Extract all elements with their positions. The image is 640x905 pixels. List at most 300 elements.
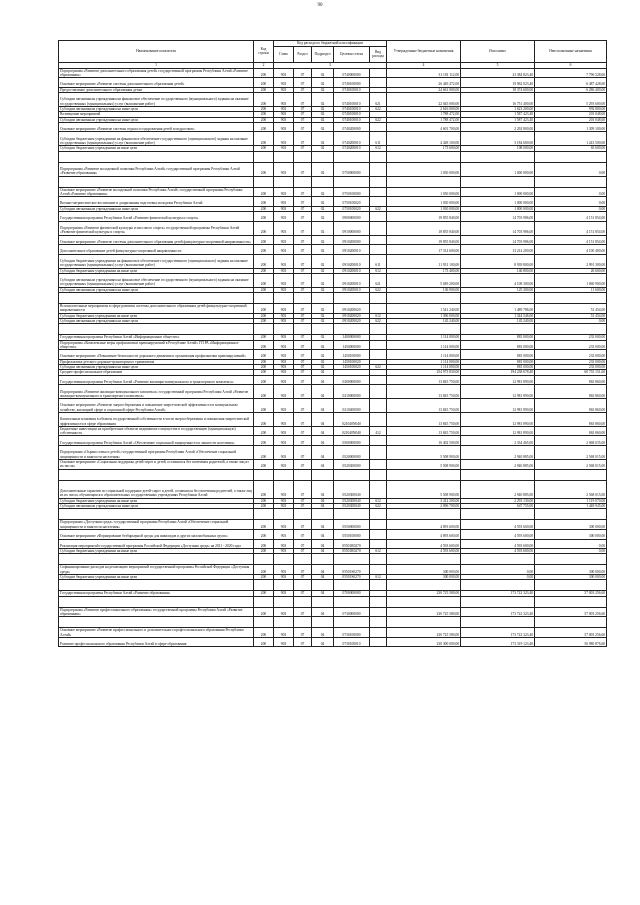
- cell-glava: 903: [274, 340, 294, 350]
- cell-row-code: 200: [254, 287, 274, 292]
- table-row: [59, 413, 607, 427]
- cell-row-code: 200: [254, 504, 274, 509]
- cell-executed: 173 319 123,40: [461, 637, 535, 647]
- cell-vid: [370, 469, 387, 480]
- cell-name: [59, 151, 254, 162]
- cell-name: Основное мероприятие «Социальная поддержка детей-сирот и детей, оставшихся без попечения родителей, а также лиц из их числа»: [59, 459, 254, 469]
- cell-name: Субсидии автономным учреждениям на иные цели: [59, 206, 254, 211]
- table-row: [59, 628, 607, 638]
- cell-podrazdel: 04: [312, 637, 334, 647]
- cell-razdel: 07: [294, 504, 312, 509]
- cell-approved: [387, 509, 461, 520]
- cell-razdel: 07: [294, 446, 312, 460]
- cell-unexecuted: 1 243 500,00: [535, 132, 607, 146]
- cell-name: Дополнительное образование детей физкультурно-спортивной направленности: [59, 245, 254, 255]
- cell-podrazdel: 02: [312, 187, 334, 197]
- cell-podrazdel: 02: [312, 162, 334, 176]
- cell-razdel: 07: [294, 273, 312, 287]
- table-row: [59, 565, 607, 575]
- cell-razdel: 07: [294, 436, 312, 446]
- cell-unexecuted: [535, 580, 607, 591]
- cell-row-code: 200: [254, 273, 274, 287]
- cell-razdel: 07: [294, 132, 312, 146]
- cell-approved: [387, 554, 461, 565]
- cell-podrazdel: [312, 293, 334, 304]
- cell-row-code: 200: [254, 549, 274, 554]
- cell-unexecuted: [535, 176, 607, 187]
- cell-glava: [274, 617, 294, 628]
- cell-unexecuted: [535, 151, 607, 162]
- cell-glava: 903: [274, 529, 294, 539]
- cell-razdel: [294, 176, 312, 187]
- cell-razdel: 07: [294, 565, 312, 575]
- cell-glava: 903: [274, 399, 294, 413]
- cell-executed: [461, 293, 535, 304]
- cell-glava: 903: [274, 268, 294, 273]
- cell-razdel: 07: [294, 313, 312, 318]
- cell-name: [59, 293, 254, 304]
- cell-vid: [370, 324, 387, 335]
- cell-unexecuted: [535, 509, 607, 520]
- cell-name: Субсидии автономным учреждениям на иные цели: [59, 117, 254, 122]
- cell-razdel: [294, 509, 312, 520]
- cell-podrazdel: 02: [312, 221, 334, 235]
- cell-name: Государственная программа Республики Алтай «Обеспечение социальной защищенности и занятости населения»: [59, 436, 254, 446]
- cell-approved: 4 893 600,00: [387, 529, 461, 539]
- cell-unexecuted: 863 860,00: [535, 413, 607, 427]
- table-row: [59, 520, 607, 530]
- cell-unexecuted: [535, 554, 607, 565]
- cell-executed: 1 489 786,00: [461, 304, 535, 314]
- cell-unexecuted: 201 048,60: [535, 117, 607, 122]
- cell-vid: [370, 413, 387, 427]
- cell-podrazdel: 02: [312, 335, 334, 340]
- cell-podrazdel: [312, 176, 334, 187]
- cell-unexecuted: 2 568 015,00: [535, 459, 607, 469]
- cell-name: [59, 469, 254, 480]
- cell-approved: 2 096 700,00: [387, 504, 461, 509]
- cell-vid: [370, 628, 387, 638]
- table-row: [59, 554, 607, 565]
- cell-razdel: [294, 596, 312, 607]
- cell-razdel: 07: [294, 498, 312, 503]
- cell-row-code: [254, 151, 274, 162]
- cell-executed: [461, 151, 535, 162]
- cell-glava: 903: [274, 117, 294, 122]
- cell-glava: 903: [274, 87, 294, 92]
- cell-executed: [461, 509, 535, 520]
- cell-executed: [461, 176, 535, 187]
- cell-name: [59, 554, 254, 565]
- cell-unexecuted: 51 454,00: [535, 313, 607, 318]
- cell-podrazdel: 02: [312, 365, 334, 370]
- cell-approved: 13 845 750,00: [387, 375, 461, 385]
- cell-unexecuted: [535, 596, 607, 607]
- cell-target: 0520300040: [334, 480, 370, 498]
- header-razdel: Раздел: [294, 46, 312, 62]
- cell-target: 0750000000: [334, 162, 370, 176]
- cell-target: 05501S0270: [334, 575, 370, 580]
- cell-name: [59, 324, 254, 335]
- cell-row-code: 200: [254, 106, 274, 111]
- budget-execution-table: [58, 40, 607, 647]
- cell-executed: 881 000,00: [461, 335, 535, 340]
- cell-target: 0740100010: [334, 117, 370, 122]
- cell-executed: 881 000,00: [461, 350, 535, 360]
- cell-vid: [370, 197, 387, 207]
- cell-target: 0740200010: [334, 132, 370, 146]
- cell-podrazdel: 04: [312, 498, 334, 503]
- cell-row-code: 200: [254, 575, 274, 580]
- table-row: [59, 459, 607, 469]
- cell-target: 0740200010: [334, 146, 370, 151]
- cell-name: Софинансирование расходов на реализацию мероприятий государственной программы Российской Федерации «Доступная среда»: [59, 565, 254, 575]
- cell-executed: 4 108 300,00: [461, 273, 535, 287]
- cell-target: 0740100010: [334, 106, 370, 111]
- cell-podrazdel: 04: [312, 575, 334, 580]
- cell-approved: [387, 596, 461, 607]
- cell-approved: 254 973 830,00: [387, 370, 461, 375]
- cell-row-code: 200: [254, 498, 274, 503]
- cell-unexecuted: 201 048,60: [535, 112, 607, 117]
- cell-row-code: 200: [254, 375, 274, 385]
- cell-glava: 903: [274, 112, 294, 117]
- cell-razdel: 07: [294, 413, 312, 427]
- cell-podrazdel: 02: [312, 273, 334, 287]
- cell-unexecuted: 56 980 876,60: [535, 637, 607, 647]
- table-row: [59, 151, 607, 162]
- cell-vid: [370, 122, 387, 132]
- cell-approved: 5 508 900,00: [387, 459, 461, 469]
- cell-name: Субсидии бюджетным учреждениям на иные цели: [59, 146, 254, 151]
- cell-glava: [274, 554, 294, 565]
- cell-razdel: 07: [294, 235, 312, 245]
- cell-glava: 903: [274, 359, 294, 364]
- cell-name: [59, 617, 254, 628]
- cell-executed: 23 384 823,40: [461, 68, 535, 78]
- cell-name: [59, 596, 254, 607]
- cell-podrazdel: [312, 596, 334, 607]
- cell-podrazdel: [312, 151, 334, 162]
- cell-approved: 13 845 750,00: [387, 426, 461, 436]
- cell-target: [334, 509, 370, 520]
- cell-executed: 881 000,00: [461, 340, 535, 350]
- cell-target: 0910200010: [334, 268, 370, 273]
- table-row: [59, 596, 607, 607]
- cell-row-code: 200: [254, 340, 274, 350]
- header-target: Целевая статья: [334, 46, 370, 62]
- cell-glava: 903: [274, 350, 294, 360]
- cell-approved: 17 314 600,00: [387, 245, 461, 255]
- cell-approved: [387, 469, 461, 480]
- cell-approved: 136 900,00: [387, 287, 461, 292]
- cell-razdel: 07: [294, 254, 312, 268]
- cell-name: Основное мероприятие «Повышение безопасности дорожного движения и организация профилактики правонарушений»: [59, 350, 254, 360]
- cell-unexecuted: 0,00: [535, 187, 607, 197]
- table-row: [59, 235, 607, 245]
- cell-vid: [370, 162, 387, 176]
- cell-executed: 12 981 890,00: [461, 385, 535, 399]
- cell-approved: 5 508 900,00: [387, 480, 461, 498]
- cell-razdel: 07: [294, 549, 312, 554]
- cell-glava: [274, 580, 294, 591]
- cell-unexecuted: 26 600,00: [535, 268, 607, 273]
- table-row: [59, 197, 607, 207]
- cell-podrazdel: 02: [312, 268, 334, 273]
- cell-razdel: 07: [294, 197, 312, 207]
- cell-row-code: 200: [254, 112, 274, 117]
- cell-target: 0210000000: [334, 385, 370, 399]
- cell-row-code: 200: [254, 212, 274, 222]
- cell-podrazdel: 02: [312, 78, 334, 88]
- table-row: [59, 375, 607, 385]
- cell-glava: 903: [274, 498, 294, 503]
- cell-podrazdel: 02: [312, 87, 334, 92]
- column-number: 4: [387, 62, 461, 68]
- cell-razdel: 07: [294, 112, 312, 117]
- cell-podrazdel: 04: [312, 539, 334, 549]
- cell-razdel: [294, 617, 312, 628]
- cell-vid: [370, 399, 387, 413]
- cell-razdel: 07: [294, 146, 312, 151]
- cell-glava: 903: [274, 335, 294, 340]
- cell-name: Основное мероприятие «Развитие системы дополнительного образования детей физкультурно-спортивной направленности»: [59, 235, 254, 245]
- cell-unexecuted: 11 600,00: [535, 287, 607, 292]
- cell-glava: [274, 469, 294, 480]
- cell-row-code: 200: [254, 268, 274, 273]
- cell-razdel: 07: [294, 206, 312, 211]
- cell-approved: 1 114 000,00: [387, 365, 461, 370]
- cell-name: Субсидии бюджетным учреждениям на иные цели: [59, 268, 254, 273]
- cell-razdel: 07: [294, 212, 312, 222]
- cell-unexecuted: [535, 617, 607, 628]
- cell-vid: [370, 565, 387, 575]
- cell-name: Государственная программа Республики Алтай «Информационное общество»: [59, 335, 254, 340]
- cell-target: 0910200010: [334, 245, 370, 255]
- cell-row-code: [254, 324, 274, 335]
- cell-glava: 903: [274, 565, 294, 575]
- cell-name: Государственная программа Республики Алтай «Развитие образования»: [59, 591, 254, 596]
- cell-podrazdel: 04: [312, 459, 334, 469]
- cell-podrazdel: 04: [312, 385, 334, 399]
- cell-glava: 903: [274, 413, 294, 427]
- table-row: [59, 212, 607, 222]
- cell-executed: 12 981 890,00: [461, 375, 535, 385]
- cell-target: 0910200020: [334, 318, 370, 323]
- cell-vid: 612: [370, 313, 387, 318]
- cell-target: 0200000000: [334, 375, 370, 385]
- cell-target: 0740000000: [334, 68, 370, 78]
- cell-executed: 145 240,00: [461, 318, 535, 323]
- cell-unexecuted: 6 487 428,60: [535, 78, 607, 88]
- header-podrazdel: Подраздел: [312, 46, 334, 62]
- cell-unexecuted: 1 309 100,00: [535, 122, 607, 132]
- cell-glava: 903: [274, 426, 294, 436]
- cell-glava: [274, 151, 294, 162]
- table-row: [59, 162, 607, 176]
- cell-name: Основное мероприятие «Развитие системы дополнительного образования детей»: [59, 78, 254, 88]
- cell-vid: [370, 617, 387, 628]
- cell-razdel: 07: [294, 187, 312, 197]
- cell-approved: 2 616 000,00: [387, 106, 461, 111]
- table-row: [59, 221, 607, 235]
- table-row: [59, 529, 607, 539]
- cell-glava: 903: [274, 628, 294, 638]
- cell-glava: 903: [274, 235, 294, 245]
- cell-approved: 1 114 000,00: [387, 335, 461, 340]
- cell-podrazdel: 04: [312, 591, 334, 596]
- cell-unexecuted: 1 119 070,00: [535, 498, 607, 503]
- cell-unexecuted: 233 000,00: [535, 340, 607, 350]
- cell-target: 0520000000: [334, 446, 370, 460]
- cell-razdel: 07: [294, 375, 312, 385]
- cell-vid: [370, 68, 387, 78]
- cell-razdel: [294, 469, 312, 480]
- cell-name: Подпрограмма «Развитие физической культуры и массового спорта» государственной программы Республики Алтай «Развитие физической культуры и спорта»: [59, 221, 254, 235]
- cell-name: Возмещение мероприятий: [59, 112, 254, 117]
- cell-target: [334, 554, 370, 565]
- cell-podrazdel: 02: [312, 304, 334, 314]
- cell-unexecuted: 863 860,00: [535, 399, 607, 413]
- cell-executed: 14 703 986,00: [461, 221, 535, 235]
- cell-row-code: 200: [254, 607, 274, 617]
- table-row: [59, 187, 607, 197]
- column-number: 3: [274, 62, 387, 68]
- cell-name: [59, 509, 254, 520]
- cell-name: Основное мероприятие «Развитие системы отдыха и оздоровления детей и подростков»: [59, 122, 254, 132]
- cell-approved: 1 788 472,00: [387, 117, 461, 122]
- cell-razdel: 07: [294, 122, 312, 132]
- cell-name: Предоставление дополнительного образования детям: [59, 87, 254, 92]
- table-row: [59, 93, 607, 107]
- cell-target: 0910200000: [334, 235, 370, 245]
- cell-name: Субсидии бюджетным учреждениям на финансовое обеспечение государственного (муниципального) задания на оказание государственных (муниципальных) услуг (выполнение работ): [59, 132, 254, 146]
- cell-executed: 4 593 600,00: [461, 520, 535, 530]
- cell-approved: 4 428 100,00: [387, 132, 461, 146]
- cell-executed: [461, 324, 535, 335]
- cell-vid: [370, 350, 387, 360]
- cell-target: [334, 324, 370, 335]
- cell-target: 021040N040: [334, 413, 370, 427]
- cell-name: Государственная программа Республики Алтай «Развитие жилищно-коммунального и транспортного комплекса»: [59, 375, 254, 385]
- cell-target: 0700000000: [334, 591, 370, 596]
- cell-podrazdel: 04: [312, 436, 334, 446]
- cell-razdel: 07: [294, 335, 312, 340]
- cell-target: 0750100020: [334, 197, 370, 207]
- cell-unexecuted: 57 003 256,60: [535, 628, 607, 638]
- cell-executed: 173 722 323,40: [461, 607, 535, 617]
- cell-name: Субсидии бюджетным учреждениям на иные цели: [59, 575, 254, 580]
- cell-vid: [370, 212, 387, 222]
- cell-unexecuted: 65 600,00: [535, 146, 607, 151]
- cell-unexecuted: 0,00: [535, 318, 607, 323]
- cell-razdel: 07: [294, 426, 312, 436]
- cell-executed: 647 755,00: [461, 504, 535, 509]
- cell-row-code: 200: [254, 480, 274, 498]
- cell-executed: 2 940 885,00: [461, 480, 535, 498]
- cell-approved: 5 508 900,00: [387, 446, 461, 460]
- header-vid: Вид расхода: [370, 46, 387, 62]
- cell-executed: 1 000 000,00: [461, 187, 535, 197]
- cell-executed: 14 703 986,00: [461, 235, 535, 245]
- table-row: [59, 340, 607, 350]
- cell-row-code: 200: [254, 68, 274, 78]
- cell-row-code: 200: [254, 529, 274, 539]
- cell-target: 1450100020: [334, 365, 370, 370]
- cell-row-code: 200: [254, 399, 274, 413]
- cell-row-code: 200: [254, 117, 274, 122]
- cell-podrazdel: 02: [312, 318, 334, 323]
- cell-row-code: 200: [254, 318, 274, 323]
- table-row: [59, 78, 607, 88]
- cell-unexecuted: 6 286 400,00: [535, 87, 607, 92]
- cell-approved: [387, 176, 461, 187]
- cell-row-code: 200: [254, 565, 274, 575]
- cell-name: Военно-патриотическое воспитание и допризывная подготовка молодежи Республики Алтай: [59, 197, 254, 207]
- cell-podrazdel: 04: [312, 446, 334, 460]
- cell-row-code: 200: [254, 446, 274, 460]
- cell-row-code: 200: [254, 335, 274, 340]
- cell-name: Профилактика детского дорожно-транспортного травматизма: [59, 359, 254, 364]
- cell-podrazdel: 04: [312, 504, 334, 509]
- cell-name: Подпрограмма «Развитие жилищно-коммунального комплекса» государственной программы Республики Алтай «Развитие жилищно-коммунального и транспортного комплекса»: [59, 385, 254, 399]
- cell-target: [334, 176, 370, 187]
- table-row: [59, 245, 607, 255]
- cell-target: 05501S0270: [334, 565, 370, 575]
- cell-target: 0910200020: [334, 304, 370, 314]
- cell-glava: 903: [274, 607, 294, 617]
- cell-row-code: 200: [254, 206, 274, 211]
- cell-approved: 18 855 840,00: [387, 221, 461, 235]
- cell-unexecuted: 300 000,00: [535, 529, 607, 539]
- cell-vid: [370, 580, 387, 591]
- cell-unexecuted: 2 068 035,00: [535, 436, 607, 446]
- cell-approved: [387, 151, 461, 162]
- cell-podrazdel: 02: [312, 122, 334, 132]
- cell-glava: [274, 293, 294, 304]
- cell-row-code: [254, 176, 274, 187]
- cell-unexecuted: 51 454,00: [535, 304, 607, 314]
- cell-glava: 903: [274, 480, 294, 498]
- cell-unexecuted: 4 151 854,00: [535, 235, 607, 245]
- cell-podrazdel: 04: [312, 480, 334, 498]
- cell-unexecuted: 233 000,00: [535, 365, 607, 370]
- cell-razdel: 07: [294, 385, 312, 399]
- table-row: [59, 350, 607, 360]
- cell-executed: 4 593 600,00: [461, 529, 535, 539]
- cell-razdel: [294, 151, 312, 162]
- cell-razdel: 07: [294, 162, 312, 176]
- cell-unexecuted: 233 000,00: [535, 350, 607, 360]
- cell-name: Подпрограмма «Доступная среда» государственной программы Республики Алтай «Обеспечение социальной защищенности и занятости населения»: [59, 520, 254, 530]
- cell-approved: 13 845 750,00: [387, 385, 461, 399]
- cell-vid: [370, 78, 387, 88]
- cell-glava: 903: [274, 93, 294, 107]
- cell-unexecuted: 2 568 015,00: [535, 480, 607, 498]
- table-row: [59, 509, 607, 520]
- cell-row-code: 200: [254, 370, 274, 375]
- cell-row-code: 200: [254, 365, 274, 370]
- column-number: 1: [59, 62, 254, 68]
- cell-executed: 2 293 130,00: [461, 498, 535, 503]
- cell-row-code: 200: [254, 426, 274, 436]
- cell-row-code: 200: [254, 235, 274, 245]
- cell-target: 0750100000: [334, 187, 370, 197]
- cell-executed: 881 000,00: [461, 365, 535, 370]
- cell-row-code: 200: [254, 245, 274, 255]
- cell-name: Подпрограмма «Развитие дополнительного образования детей» государственной программы Республики Алтай «Развитие образования»: [59, 68, 254, 78]
- cell-razdel: [294, 554, 312, 565]
